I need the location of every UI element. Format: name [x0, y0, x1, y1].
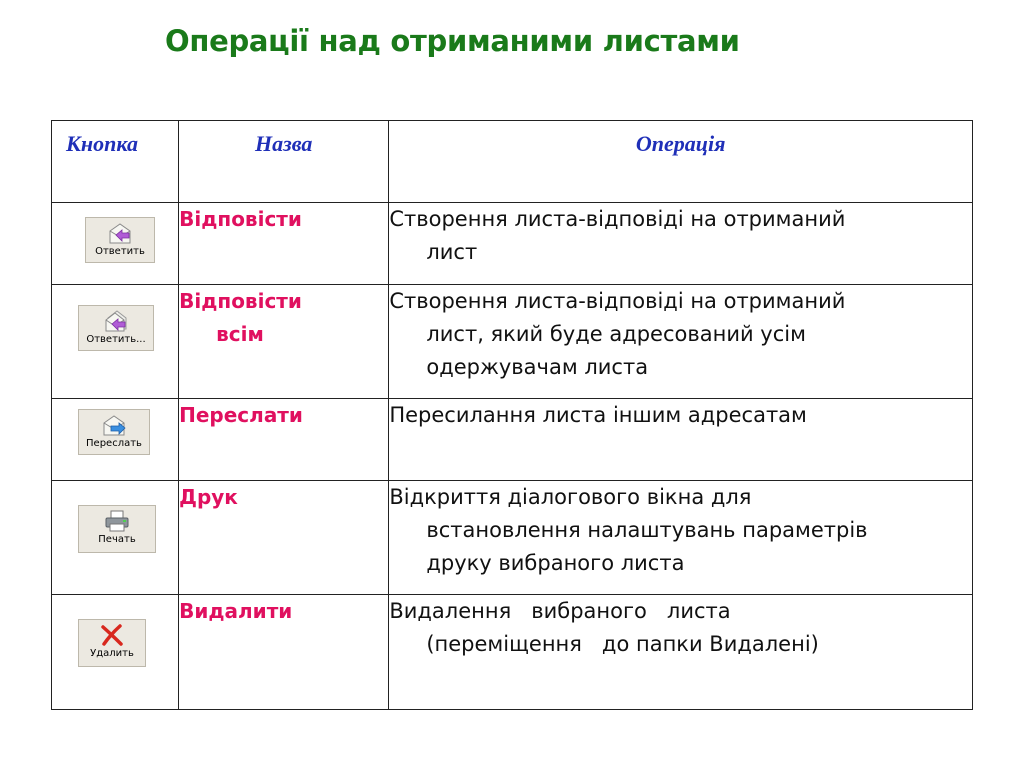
description-line: лист, який буде адресований усім: [426, 322, 806, 346]
table-row: [52, 285, 973, 399]
description-line: Створення листа-відповіді на отриманий: [389, 207, 846, 231]
name-cell: [179, 399, 389, 481]
forward-envelope-icon: [101, 413, 127, 437]
reply-button-label: Ответить: [95, 246, 145, 257]
name-line: всім: [216, 322, 264, 346]
table-header-row: [52, 121, 973, 203]
forward-button-label: Переслать: [86, 438, 142, 449]
description-line: Пересилання листа іншим адресатам: [389, 403, 807, 427]
name-line: Відповісти: [179, 289, 302, 313]
description-line: (переміщення до папки Видалені): [426, 632, 819, 656]
name-line: Видалити: [179, 599, 293, 623]
button-cell: [52, 203, 179, 285]
print-button[interactable]: [78, 505, 156, 553]
header-name: Назва: [179, 121, 389, 203]
description-cell: [389, 595, 973, 710]
description-cell: [389, 285, 973, 399]
name-cell: [179, 595, 389, 710]
description-line: друку вибраного листа: [426, 551, 685, 575]
name-line: Друк: [179, 485, 238, 509]
button-cell: [52, 285, 179, 399]
printer-icon: [104, 509, 130, 533]
table-row: [52, 481, 973, 595]
operations-table: [51, 120, 973, 710]
reply-all-button-label: Ответить...: [86, 334, 146, 345]
header-operation: Операція: [389, 121, 973, 203]
delete-button[interactable]: [78, 619, 146, 667]
header-button: Кнопка: [52, 121, 179, 203]
description-line: Видалення вибраного листа: [389, 599, 731, 623]
reply-envelope-icon: [107, 221, 133, 245]
delete-button-label: Удалить: [90, 648, 134, 659]
print-button-label: Печать: [98, 534, 136, 545]
description-line: встановлення налаштувань параметрів: [426, 518, 868, 542]
reply-all-envelope-icon: [103, 309, 129, 333]
name-line: Відповісти: [179, 207, 302, 231]
button-cell: [52, 481, 179, 595]
description-line: одержувачам листа: [426, 355, 649, 379]
name-cell: [179, 203, 389, 285]
delete-x-icon: [99, 623, 125, 647]
name-cell: [179, 481, 389, 595]
button-cell: [52, 595, 179, 710]
table-row: [52, 203, 973, 285]
description-line: Відкриття діалогового вікна для: [389, 485, 752, 509]
reply-all-button[interactable]: [78, 305, 154, 351]
description-cell: [389, 203, 973, 285]
description-cell: [389, 481, 973, 595]
name-cell: [179, 285, 389, 399]
table-row: [52, 399, 973, 481]
page-title: Операції над отриманими листами: [165, 24, 740, 58]
name-line: Переслати: [179, 403, 303, 427]
description-line: лист: [426, 240, 478, 264]
table-row: [52, 595, 973, 710]
description-line: Створення листа-відповіді на отриманий: [389, 289, 846, 313]
description-cell: [389, 399, 973, 481]
button-cell: [52, 399, 179, 481]
reply-button[interactable]: [85, 217, 155, 263]
forward-button[interactable]: [78, 409, 150, 455]
